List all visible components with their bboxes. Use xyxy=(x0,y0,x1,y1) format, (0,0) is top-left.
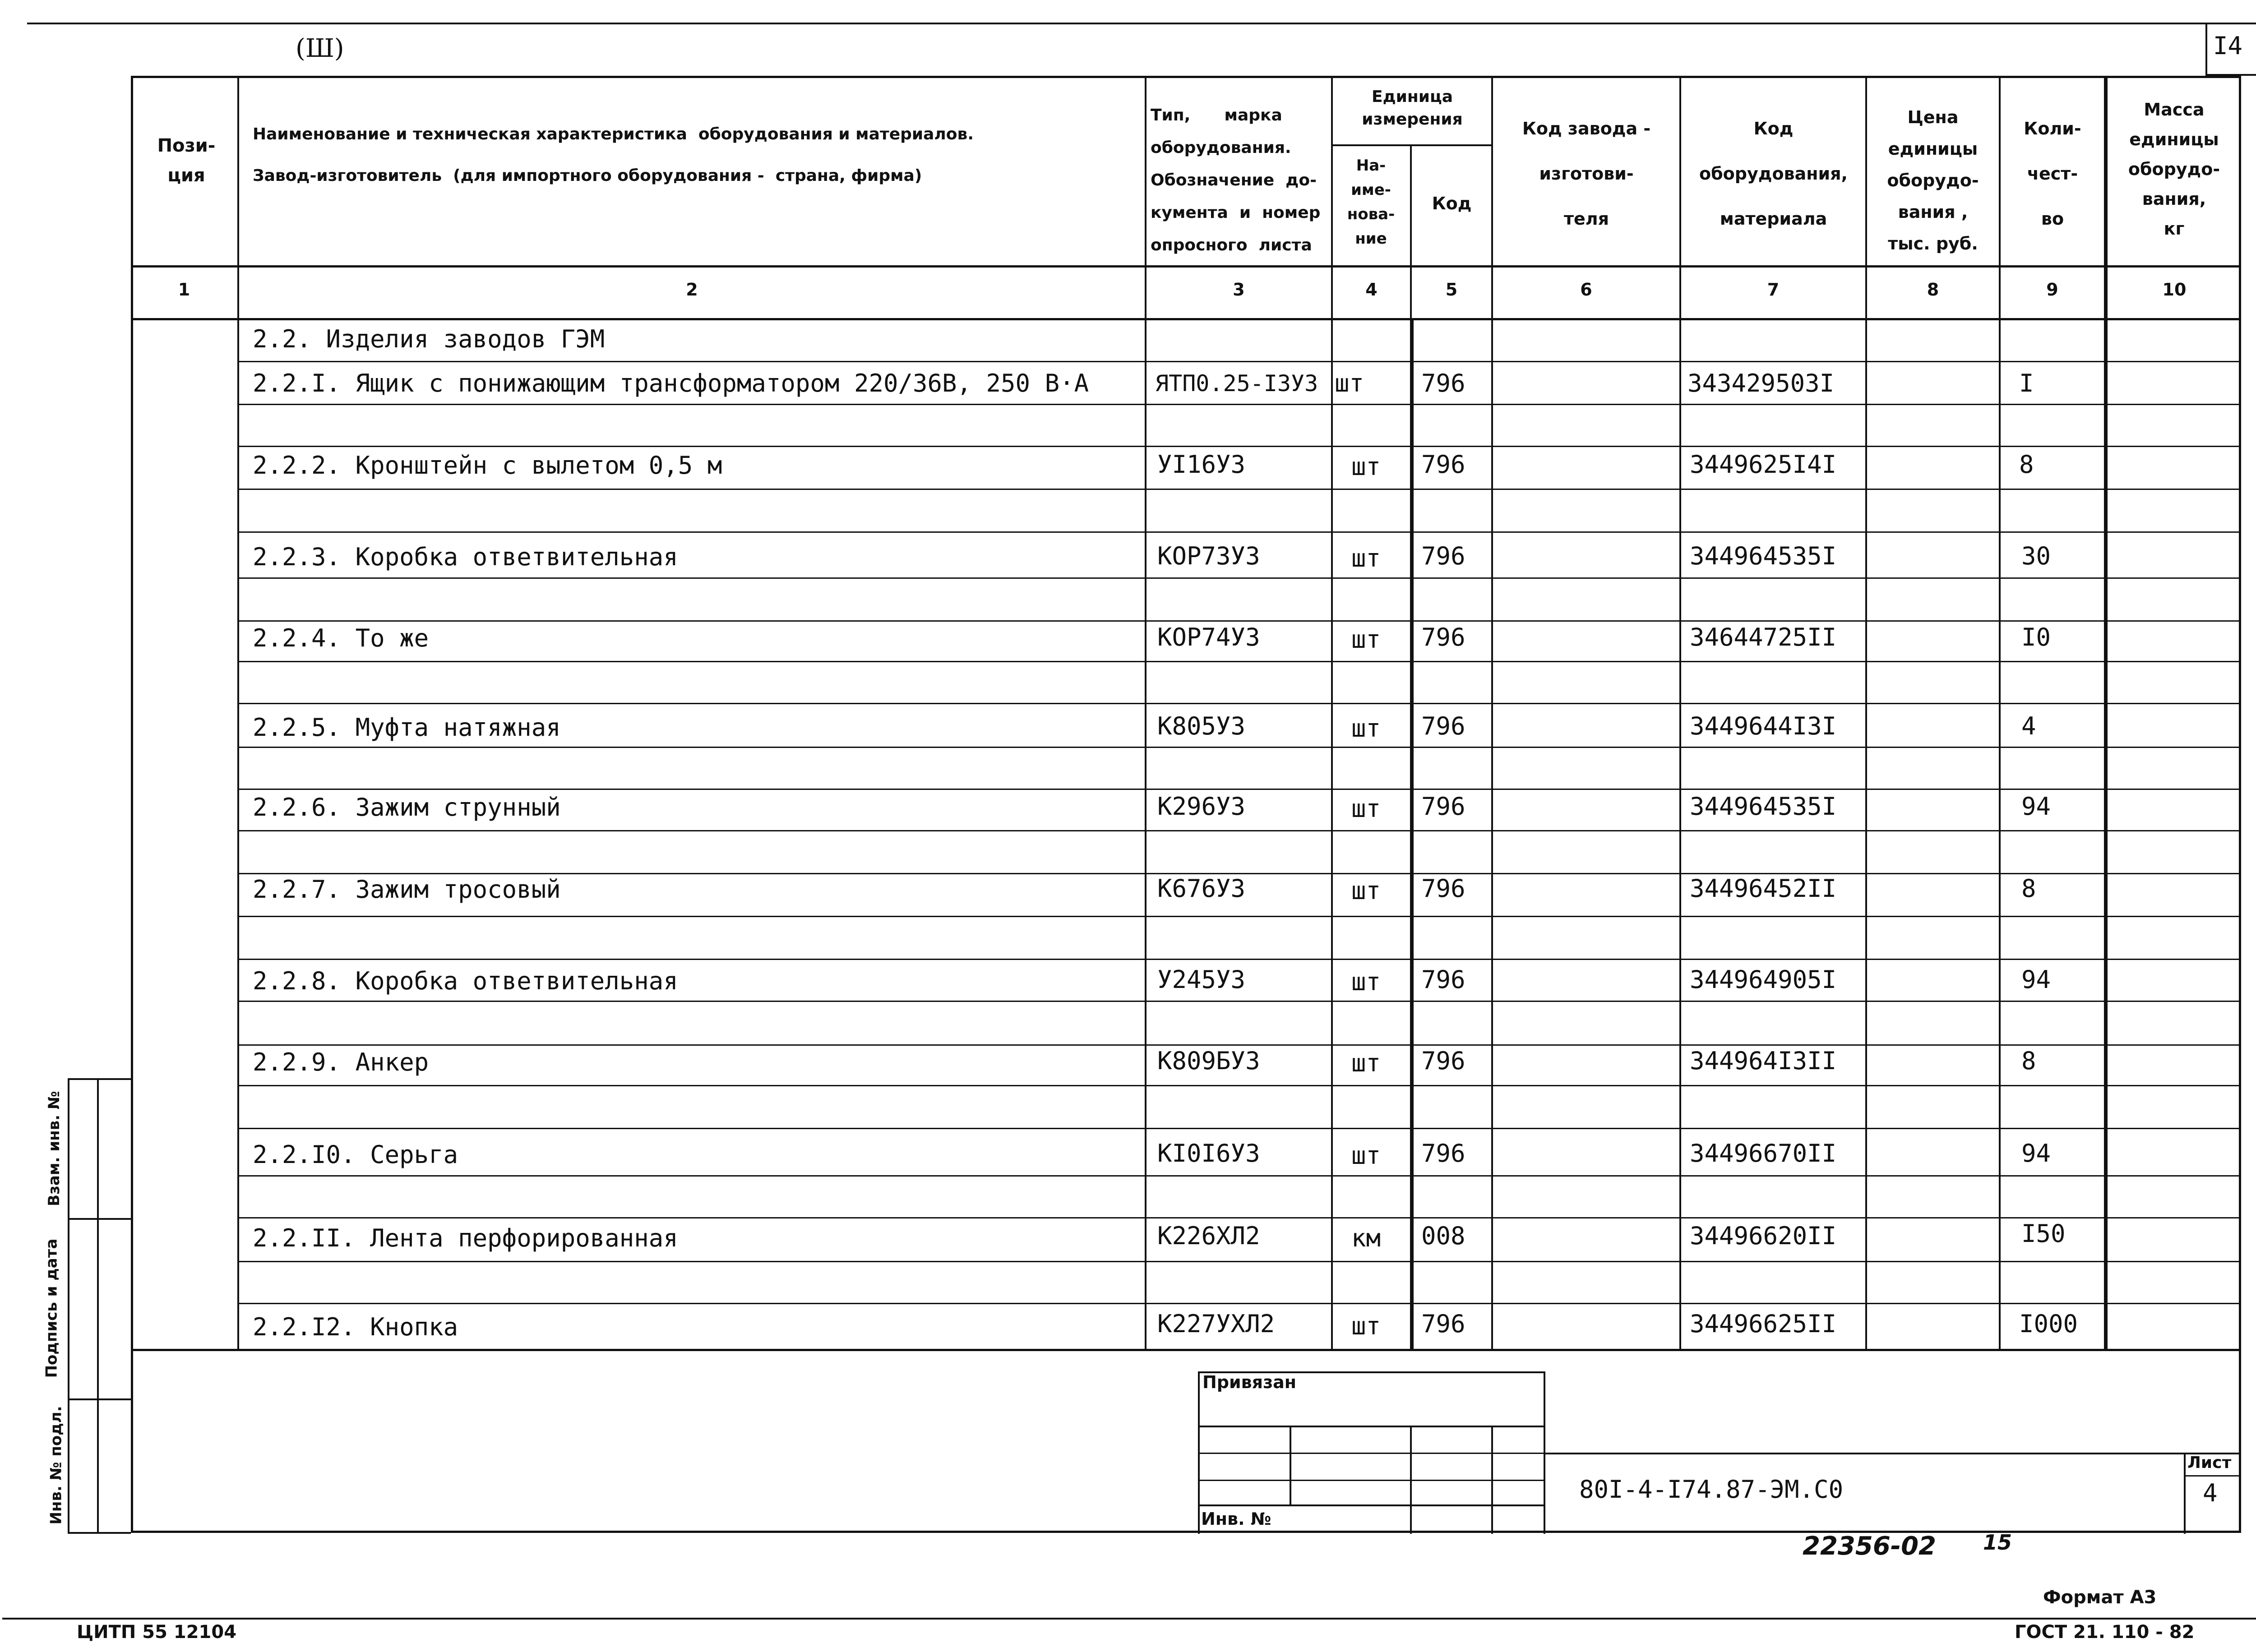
item-qty: I50 xyxy=(2021,1219,2066,1248)
header-quantity: Коли- чест- во xyxy=(2024,119,2081,229)
sheet-number: 4 xyxy=(2203,1479,2218,1507)
side-label-inv-podl: Инв. № подл. xyxy=(47,1406,65,1525)
item-type: КОР74У3 xyxy=(1157,623,1260,651)
item-name: 2.2.9. Анкер xyxy=(253,1048,429,1076)
item-type: УI16У3 xyxy=(1157,450,1246,479)
item-type: КI0I6У3 xyxy=(1157,1139,1260,1167)
item-code: 344964535I xyxy=(1690,792,1837,821)
item-code: 3449625I4I xyxy=(1690,450,1837,479)
col-number: 2 xyxy=(686,280,698,300)
item-qty: 94 xyxy=(2021,792,2051,821)
item-type: КОР73У3 xyxy=(1157,542,1260,570)
item-unit-code: 796 xyxy=(1421,792,1465,821)
header-name: Наименование и техническая характеристика оборудования и материалов. Завод-изготовитель (для импортного оборудования - страна, фирма) xyxy=(253,125,974,185)
item-type: К809БУ3 xyxy=(1157,1047,1260,1075)
format-label: Формат А3 xyxy=(2043,1587,2157,1608)
header-position: Пози- ция xyxy=(157,135,216,186)
item-name: 2.2.7. Зажим тросовый xyxy=(253,875,561,904)
item-qty: 4 xyxy=(2021,712,2036,740)
col-number: 7 xyxy=(1767,280,1780,300)
item-unit-code: 796 xyxy=(1421,450,1465,479)
document-code: 80I-4-I74.87-ЭМ.С0 xyxy=(1579,1475,1844,1504)
col-number: 4 xyxy=(1365,280,1378,300)
item-code: 344964I3II xyxy=(1690,1047,1837,1075)
item-code: 34496625II xyxy=(1690,1310,1837,1338)
item-unit-code: 796 xyxy=(1421,965,1465,994)
col-number: 1 xyxy=(178,280,190,300)
item-code: 343429503I xyxy=(1687,369,1835,397)
item-unit-code: 796 xyxy=(1421,1310,1465,1338)
item-code: 34496620II xyxy=(1690,1222,1837,1250)
item-unit: шт xyxy=(1351,968,1381,996)
item-unit-code: 796 xyxy=(1421,874,1465,903)
item-qty: 30 xyxy=(2021,542,2051,570)
header-unit: Единица измерения xyxy=(1362,88,1463,129)
item-type: К676У3 xyxy=(1157,874,1246,903)
item-name: 2.2.5. Муфта натяжная xyxy=(253,713,561,742)
header-factory-code: Код завода - изготови- теля xyxy=(1522,119,1651,229)
privyazan-label: Привязан xyxy=(1202,1372,1297,1392)
item-code: 34644725II xyxy=(1690,623,1837,651)
item-name: 2.2.2. Кронштейн с вылетом 0,5 м xyxy=(253,451,722,480)
col-number: 5 xyxy=(1445,280,1458,300)
item-name: 2.2.4. То же xyxy=(253,624,429,652)
item-unit: шт xyxy=(1351,1141,1381,1170)
item-unit-code: 796 xyxy=(1421,369,1465,397)
item-unit-code: 796 xyxy=(1421,542,1465,570)
item-code: 34496670II xyxy=(1690,1139,1837,1167)
item-unit-code: 796 xyxy=(1421,712,1465,740)
org-label: ЦИТП 55 12104 xyxy=(77,1622,237,1643)
col-number: 9 xyxy=(2046,280,2058,300)
section-title: 2.2. Изделия заводов ГЭМ xyxy=(253,325,605,353)
header-material-code: Код оборудования, материала xyxy=(1699,119,1848,229)
item-unit-code: 796 xyxy=(1421,623,1465,651)
item-qty: 94 xyxy=(2021,965,2051,994)
item-qty: 8 xyxy=(2019,450,2034,479)
item-name: 2.2.I0. Серьга xyxy=(253,1140,458,1169)
handwritten-page: 15 xyxy=(1983,1530,2012,1555)
item-unit-code: 796 xyxy=(1421,1047,1465,1075)
item-code: 344964905I xyxy=(1690,965,1837,994)
item-type: К296У3 xyxy=(1157,792,1246,821)
item-name: 2.2.II. Лента перфорированная xyxy=(253,1224,678,1252)
gost-label: ГОСТ 21. 110 - 82 xyxy=(2015,1622,2195,1643)
item-qty: 94 xyxy=(2021,1139,2051,1167)
item-unit: км xyxy=(1351,1224,1381,1252)
item-unit: шт xyxy=(1351,1312,1381,1340)
item-unit-code: 796 xyxy=(1421,1139,1465,1167)
item-unit-code: 008 xyxy=(1421,1222,1465,1250)
item-name: 2.2.I. Ящик с понижающим трансформатором 220/36В, 250 В·А xyxy=(253,369,1089,397)
header-price: Цена единицы оборудо- вания , тыс. руб. xyxy=(1887,107,1979,254)
item-type: У245У3 xyxy=(1157,965,1246,994)
item-name: 2.2.I2. Кнопка xyxy=(253,1313,458,1341)
top-right-number: I4 xyxy=(2213,32,2243,60)
item-name: 2.2.6. Зажим струнный xyxy=(253,793,561,821)
item-unit: шт xyxy=(1351,1049,1381,1077)
col-number: 6 xyxy=(1580,280,1592,300)
item-unit: шт xyxy=(1351,877,1381,905)
corner-mark: (Ш) xyxy=(296,34,344,63)
item-qty: I0 xyxy=(2021,623,2051,651)
item-unit: шт xyxy=(1351,625,1381,654)
item-unit: шт xyxy=(1335,369,1364,397)
item-type: ЯТП0.25-I3У3 xyxy=(1155,370,1318,397)
header-mass: Масса единицы оборудо- вания, кг xyxy=(2128,100,2220,239)
side-label-vzam: Взам. инв. № xyxy=(45,1091,63,1206)
item-name: 2.2.3. Коробка ответвительная xyxy=(253,543,678,571)
col-number: 10 xyxy=(2162,280,2187,300)
item-qty: 8 xyxy=(2021,1047,2036,1075)
item-qty: I000 xyxy=(2019,1310,2078,1338)
item-qty: I xyxy=(2019,369,2034,397)
item-qty: 8 xyxy=(2021,874,2036,903)
side-strip xyxy=(68,1078,131,1534)
item-unit: шт xyxy=(1351,714,1381,743)
item-type: К227УХЛ2 xyxy=(1157,1310,1275,1338)
col-number: 8 xyxy=(1927,280,1939,300)
item-unit: шт xyxy=(1351,794,1381,823)
item-code: 34496452II xyxy=(1690,874,1837,903)
handwritten-number: 22356-02 xyxy=(1803,1532,1936,1561)
sheet-label: Лист xyxy=(2187,1454,2232,1472)
header-type: Тип, марка оборудования. Обозначение до- кумента и номер опросного листа xyxy=(1151,106,1321,254)
item-unit: шт xyxy=(1351,452,1381,481)
item-type: К226ХЛ2 xyxy=(1157,1222,1260,1250)
item-name: 2.2.8. Коробка ответвительная xyxy=(253,967,678,995)
item-code: 344964535I xyxy=(1690,542,1837,570)
header-unit-name: На- име- нова- ние xyxy=(1347,157,1395,248)
item-type: К805У3 xyxy=(1157,712,1246,740)
header-unit-code: Код xyxy=(1432,194,1472,213)
item-code: 3449644I3I xyxy=(1690,712,1837,740)
item-unit: шт xyxy=(1351,544,1381,572)
col-number: 3 xyxy=(1233,280,1245,300)
inv-number-label: Инв. № xyxy=(1201,1509,1271,1529)
side-label-podpis: Подпись и дата xyxy=(42,1238,61,1378)
